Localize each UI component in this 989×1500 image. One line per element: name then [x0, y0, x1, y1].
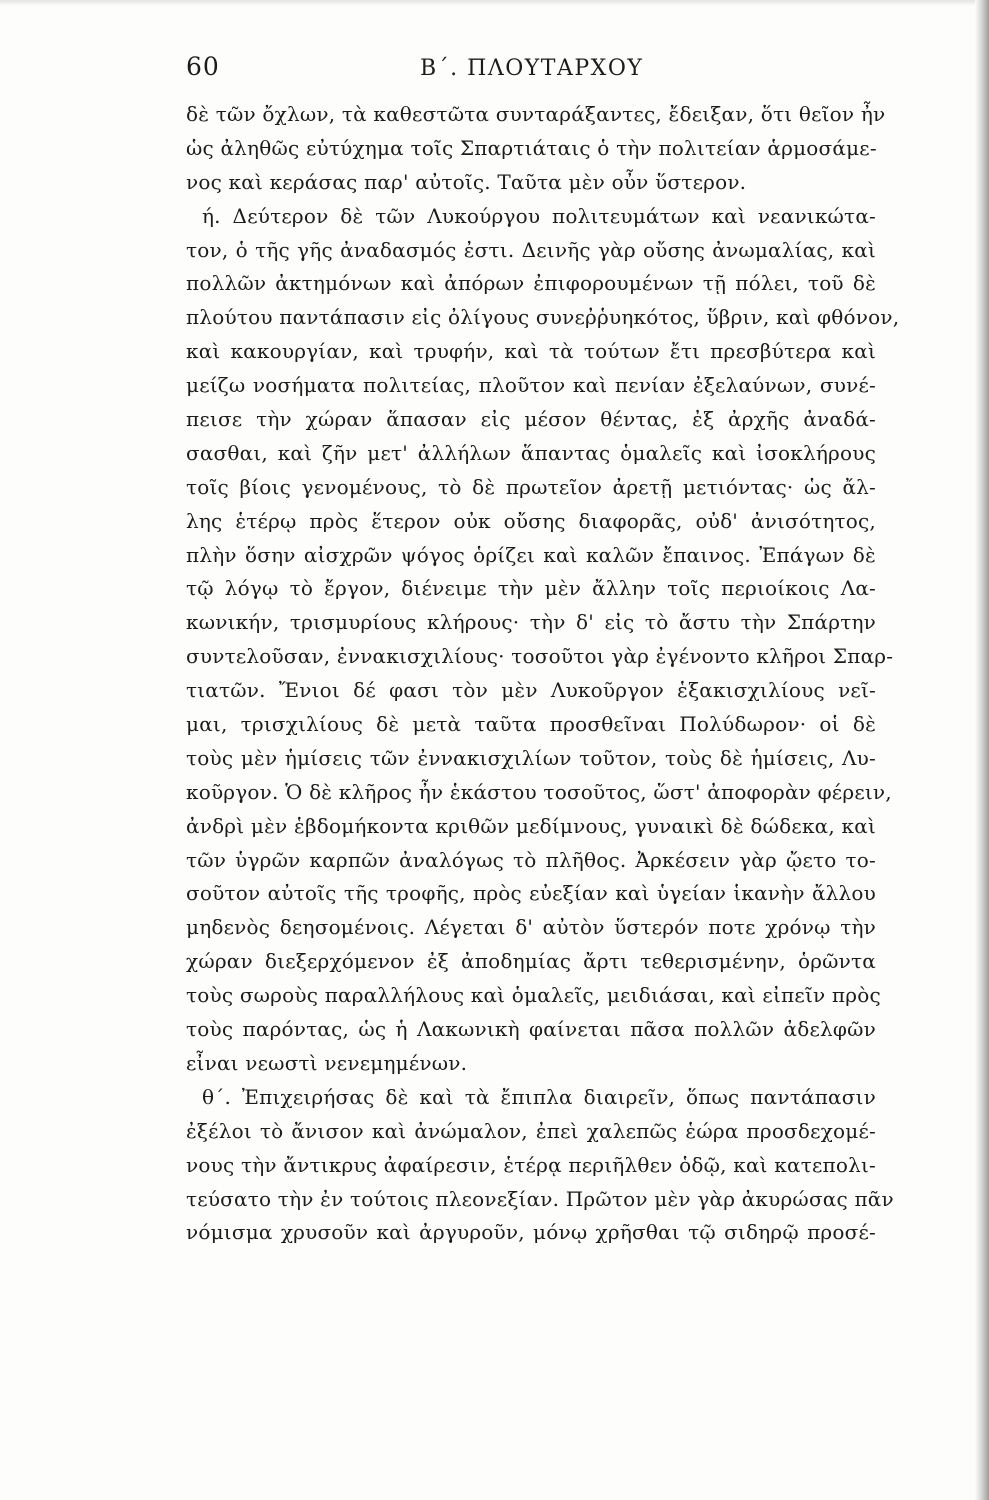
text-line: τοὺς μὲν ἡμίσεις τῶν ἐννακισχιλίων τοῦτον, τοὺς δὲ ἡμίσεις, Λυ-: [186, 745, 876, 770]
text-line: κοῦργον. Ὁ δὲ κλῆρος ἦν ἑκάστου τοσοῦτος, ὥστ' ἀποφορὰν φέρειν,: [186, 779, 892, 804]
text-line: καὶ κακουργίαν, καὶ τρυφήν, καὶ τὰ τούτων ἔτι πρεσβύτερα καὶ: [186, 339, 876, 364]
text-line: τον, ὁ τῆς γῆς ἀναδασμός ἐστι. Δεινῆς γὰρ οὔσης ἀνωμαλίας, καὶ: [186, 237, 876, 262]
text-line: μαι, τρισχιλίους δὲ μετὰ ταῦτα προσθεῖναι Πολύδωρον· οἱ δὲ: [186, 712, 876, 737]
text-line: νους τὴν ἄντικρυς ἀφαίρεσιν, ἑτέρᾳ περιῆλθεν ὁδῷ, καὶ κατεπολι-: [186, 1152, 876, 1177]
text-line: εἶναι νεωστὶ νενεμημένων.: [186, 1050, 468, 1075]
running-head: Β΄. ΠΛΟΥΤΑΡΧΟΥ: [420, 56, 644, 81]
text-line: χώραν διεξερχόμενον ἐξ ἀποδημίας ἄρτι τεθερισμένην, ὁρῶντα: [186, 949, 876, 974]
text-line: δὲ τῶν ὄχλων, τὰ καθεστῶτα συνταράξαντες, ἔδειξαν, ὅτι θεῖον ἦν: [186, 102, 886, 126]
text-line: τιατῶν. Ἔνιοι δέ φασι τὸν μὲν Λυκοῦργον ἑξακισχιλίους νεῖ-: [186, 678, 876, 703]
text-line: συντελοῦσαν, ἐννακισχιλίους· τοσοῦτοι γὰρ ἐγένοντο κλῆροι Σπαρ-: [186, 644, 894, 669]
text-line: τοὺς σωροὺς παραλλήλους καὶ ὁμαλεῖς, μειδιάσαι, καὶ εἰπεῖν πρὸς: [186, 983, 881, 1008]
text-line: μείζω νοσήματα πολιτείας, πλοῦτον καὶ πενίαν ἐξελαύνων, συνέ-: [186, 373, 876, 398]
text-line: λης ἑτέρῳ πρὸς ἕτερον οὐκ οὔσης διαφορᾶς, οὐδ' ἀνισότητος,: [186, 508, 876, 533]
text-line: ὡς ἀληθῶς εὐτύχημα τοῖς Σπαρτιάταις ὁ τὴν πολιτείαν ἁρμοσάμε-: [186, 135, 877, 160]
scan-binding-edge: [975, 0, 989, 1500]
page-number: 60: [186, 52, 220, 81]
text-line: τεύσατο τὴν ἐν τούτοις πλεονεξίαν. Πρῶτον μὲν γὰρ ἀκυρώσας πᾶν: [186, 1186, 894, 1211]
body-text: [186, 98, 900, 1250]
text-line: πλὴν ὅσην αἰσχρῶν ψόγος ὁρίζει καὶ καλῶν ἔπαινος. Ἐπάγων δὲ: [186, 542, 876, 567]
text-line: σασθαι, καὶ ζῆν μετ' ἀλλήλων ἅπαντας ὁμαλεῖς καὶ ἰσοκλήρους: [186, 440, 876, 465]
section-heading-line: ή. Δεύτερον δὲ τῶν Λυκούργου πολιτευμάτων καὶ νεανικώτα-: [202, 203, 876, 228]
text-line: ἐξέλοι τὸ ἄνισον καὶ ἀνώμαλον, ἐπεὶ χαλεπῶς ἑώρα προσδεχομέ-: [186, 1118, 876, 1143]
text-line: πολλῶν ἀκτημόνων καὶ ἀπόρων ἐπιφορουμένων τῇ πόλει, τοῦ δὲ: [186, 271, 876, 296]
text-line: τοῖς βίοις γενομένους, τὸ δὲ πρωτεῖον ἀρετῇ μετιόντας· ὡς ἄλ-: [186, 474, 876, 499]
text-line: κωνικήν, τρισμυρίους κλήρους· τὴν δ' εἰς τὸ ἄστυ τὴν Σπάρτην: [186, 610, 876, 635]
text-line: πεισε τὴν χώραν ἅπασαν εἰς μέσον θέντας, ἐξ ἀρχῆς ἀναδά-: [186, 407, 876, 432]
text-line: πλούτου παντάπασιν εἰς ὀλίγους συνεῤῥυηκότος, ὕβριν, καὶ φθόνον,: [186, 305, 900, 330]
text-line: σοῦτον αὐτοῖς τῆς τροφῆς, πρὸς εὐεξίαν καὶ ὑγείαν ἱκανὴν ἄλλου: [186, 881, 876, 906]
text-line: ἀνδρὶ μὲν ἑβδομήκοντα κριθῶν μεδίμνους, γυναικὶ δὲ δώδεκα, καὶ: [186, 813, 876, 838]
text-line: τοὺς παρόντας, ὡς ἡ Λακωνικὴ φαίνεται πᾶσα πολλῶν ἀδελφῶν: [186, 1017, 876, 1042]
section-heading-line: θ΄. Ἐπιχειρήσας δὲ καὶ τὰ ἔπιπλα διαιρεῖν, ὅπως παντάπασιν: [202, 1084, 876, 1109]
text-line: νόμισμα χρυσοῦν καὶ ἀργυροῦν, μόνῳ χρῆσθαι τῷ σιδηρῷ προσέ-: [186, 1220, 876, 1245]
text-line: τῷ λόγῳ τὸ ἔργον, διένειμε τὴν μὲν ἄλλην τοῖς περιοίκοις Λα-: [186, 576, 876, 601]
text-line: νος καὶ κεράσας παρ' αὐτοῖς. Ταῦτα μὲν οὖν ὕστερον.: [186, 169, 747, 194]
text-line: μηδενὸς δεησομένοις. Λέγεται δ' αὐτὸν ὕστερόν ποτε χρόνῳ τὴν: [186, 915, 876, 940]
page-header: [186, 52, 906, 92]
scan-top-edge: [0, 0, 989, 6]
text-line: τῶν ὑγρῶν καρπῶν ἀναλόγως τὸ πλῆθος. Ἀρκέσειν γὰρ ᾤετο το-: [186, 847, 876, 872]
